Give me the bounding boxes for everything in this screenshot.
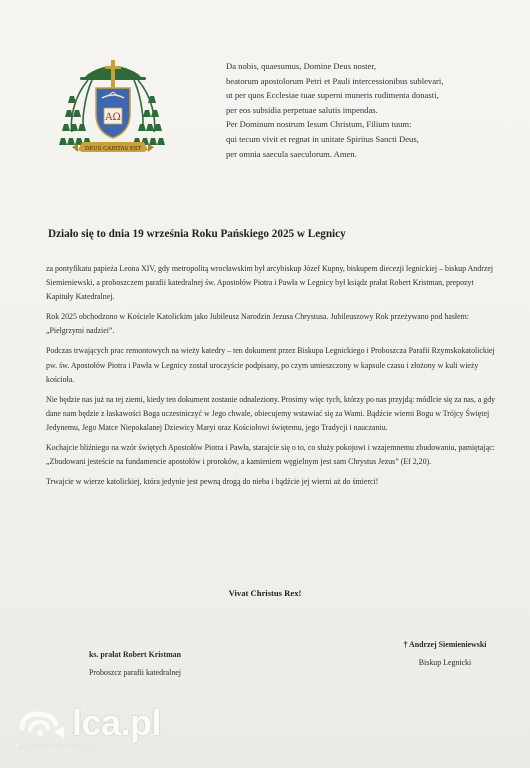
paragraph: Rok 2025 obchodzono w Kościele Katolickim jako Jubileusz Narodzin Jezusa Chrystusa. Jubileuszowy Rok przeżywano pod hasłem: „Pielgrzymi nadziei”. xyxy=(46,312,469,336)
closing-acclamation: Vivat Christus Rex! xyxy=(228,588,302,598)
lca-watermark xyxy=(14,702,224,758)
paragraph: Trwajcie w wierze katolickiej, która jedynie jest pewną drogą do nieba i bądźcie jej wierni aż do śmierci! xyxy=(46,477,379,487)
prayer-line: per eos subsidia perpetuae salutis impendas. xyxy=(226,104,378,115)
document-title: Działo się to dnia 19 września Roku Pańskiego 2025 w Legnicy xyxy=(48,228,346,240)
paragraph: Nie będzie nas już na tej ziemi, kiedy ten dokument zostanie odnaleziony. Prosimy więc tych, którzy po nas przyjdą: módlcie się za nas, a gdy dane nam będzie z łaskawości Boga uczestniczyć w Jego chwale, obiecujemy wstawiać się za Wami. Bądźcie wierni Bogu w Trójcy Świętej Jedynemu, Jego Matce Niepokalanej Dziewicy Maryi oraz Kościołowi świętemu, jego Tradycji i nauczaniu. xyxy=(46,394,496,432)
paragraph: za pontyfikatu papieża Leona XIV, gdy metropolitą wrocławskim był arcybiskup Józef Kupny, biskupem diecezji legnickiej – biskup Andrzej Siemieniewski, a proboszczem parafii katedralnej św. Apostołów Piotra i Pawła w Legnicy był ksiądz prałat Robert Kristman, prepozyt Kapituły Katedralnej. xyxy=(46,264,494,302)
signature-pastor xyxy=(60,646,210,682)
latin-prayer xyxy=(226,59,516,161)
signature-name: ks. prałat Robert Kristman xyxy=(88,650,182,659)
prayer-line: per omnia saecula saeculorum. Amen. xyxy=(226,148,357,159)
prayer-line: Da nobis, quaesumus, Domine Deus noster, xyxy=(226,61,377,71)
watermark-tagline: Twój portal informacyjny xyxy=(14,744,97,751)
signature-role: Biskup Legnicki xyxy=(418,658,472,667)
prayer-line: qui tecum vivit et regnat in unitate Spiritus Sancti Deus, xyxy=(226,133,419,144)
signature-role: Proboszcz parafii katedralnej xyxy=(88,668,181,677)
document-body xyxy=(46,262,498,495)
lca-logo-icon xyxy=(16,706,68,746)
prayer-line: Per Dominum nostrum Iesum Christum, Filium tuum: xyxy=(226,119,412,130)
signature-bishop xyxy=(375,636,515,672)
watermark-brand: lca.pl xyxy=(72,702,162,743)
shield-letters: AΩ xyxy=(105,112,121,123)
episcopal-coat-of-arms-icon xyxy=(58,52,168,162)
crest-motto: DEUS CARITAS EST xyxy=(84,145,142,152)
prayer-line: beatorum apostolorum Petri et Pauli intercessionibus sublevari, xyxy=(226,75,444,86)
prayer-line: ut per quos Ecclesiae tuae superni muneris rudimenta donasti, xyxy=(226,90,439,101)
paragraph: Kochajcie bliźniego na wzór świętych Apostołów Piotra i Pawła, starajcie się o to, co służy pokojowi i wzajemnemu zbudowaniu, pamiętając: „Zbudowani jesteście na fundamencie apostołów i proroków, a kamieniem węgielnym jest sam Chrystus Jezus” (Ef 2,20). xyxy=(46,443,495,467)
paragraph: Podczas trwających prac remontowych na wieży katedry – ten dokument przez Biskupa Legnickiego i Proboszcza Parafii Rzymskokatolickiej pw. św. Apostołów Piotra i Pawła w Legnicy został uroczyście podpisany, po czym umieszczony w kapsule czasu i złożony w kuli wieży kościoła. xyxy=(46,346,495,384)
signature-name: † Andrzej Siemieniewski xyxy=(403,640,487,649)
